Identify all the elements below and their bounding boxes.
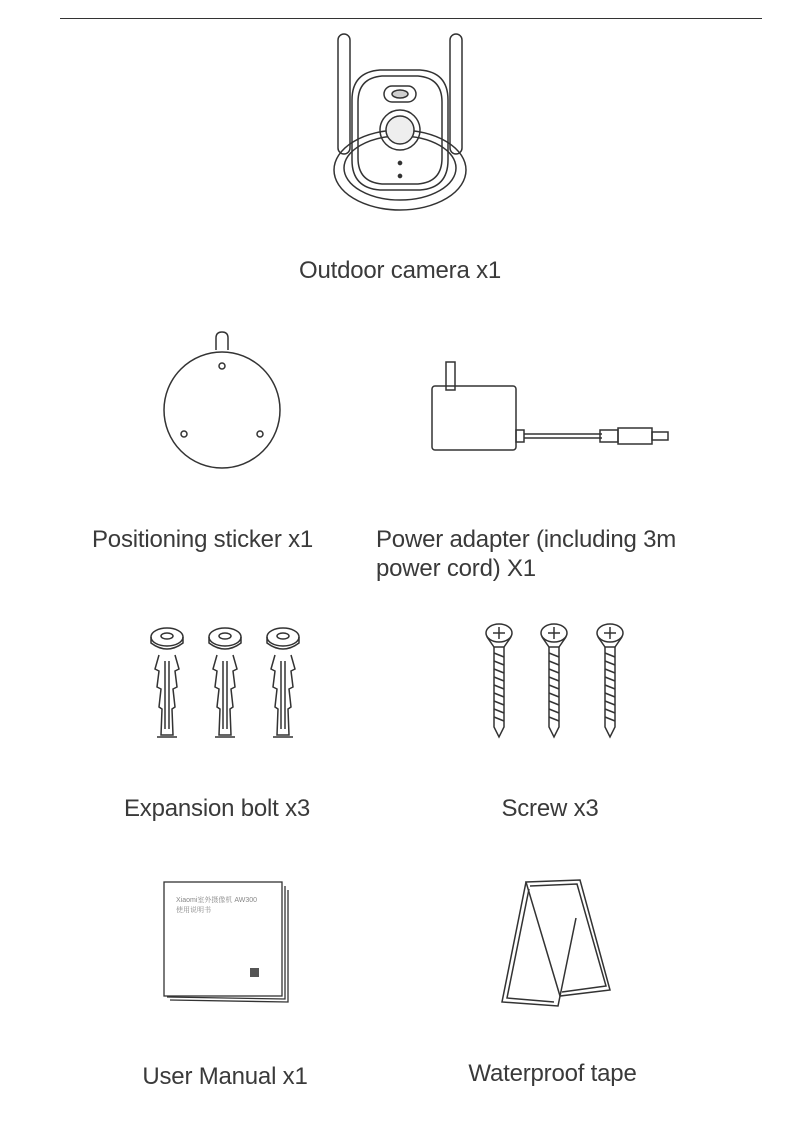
power-adapter-caption-line-2: power cord) X1 — [376, 555, 536, 582]
top-divider — [60, 18, 762, 19]
mi-logo-icon — [250, 968, 259, 977]
expansion-bolt-illustration — [145, 625, 305, 745]
power-adapter-caption-line-1: Power adapter (including 3m — [376, 526, 677, 553]
outdoor-camera-illustration — [330, 30, 470, 215]
waterproof-tape-caption: Waterproof tape — [468, 1060, 637, 1087]
power-adapter-caption — [376, 525, 676, 583]
user-manual-caption: User Manual x1 — [142, 1063, 308, 1090]
expansion-bolt-caption: Expansion bolt x3 — [123, 795, 311, 822]
manual-cover-subtitle: 使用说明书 — [176, 907, 211, 914]
manual-cover-title: Xiaomi室外摄像机 AW300 — [176, 897, 258, 904]
positioning-sticker-caption: Positioning sticker x1 — [92, 526, 314, 553]
outdoor-camera-caption: Outdoor camera x1 — [298, 257, 502, 284]
power-adapter-illustration — [430, 360, 675, 455]
screw-caption: Screw x3 — [501, 795, 599, 822]
user-manual-illustration — [160, 878, 295, 1008]
waterproof-tape-illustration — [498, 878, 618, 1008]
positioning-sticker-illustration — [160, 330, 285, 470]
screw-illustration — [482, 623, 632, 743]
